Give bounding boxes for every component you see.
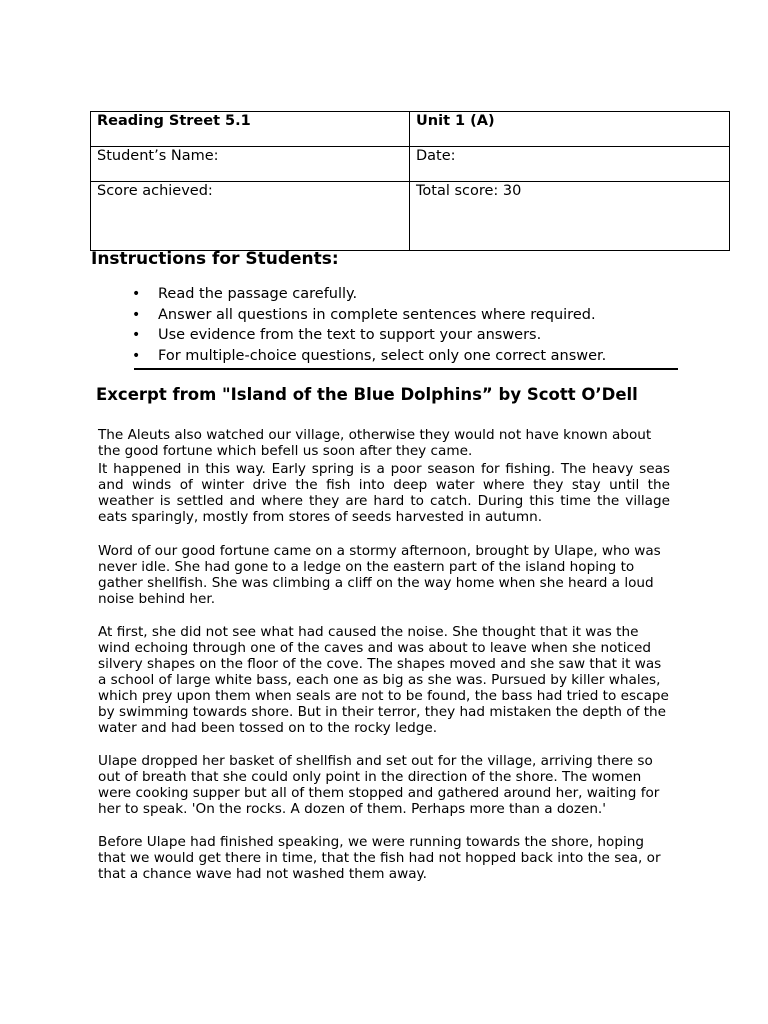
passage-title: Excerpt from "Island of the Blue Dolphins” by Scott O’Dell — [96, 385, 638, 404]
header-row-name-date — [91, 147, 730, 182]
passage-paragraph: It happened in this way. Early spring is a poor season for fishing. The heavy seas and winds of winter drive the fish into deep water where they stay until the weather is settled and where they are hard to catch. During this time the village eats sparingly, mostly from stores of seeds harvested in autumn. — [98, 461, 670, 525]
instructions-list — [130, 284, 606, 367]
header-row-score — [91, 182, 730, 251]
instruction-text: Use evidence from the text to support your answers. — [158, 327, 542, 344]
instructions-heading: Instructions for Students: — [91, 249, 339, 269]
bullet-icon: • — [132, 306, 141, 323]
instruction-item — [130, 346, 606, 367]
student-name-field[interactable]: Student’s Name: — [91, 147, 410, 182]
unit-title: Unit 1 (A) — [410, 112, 730, 147]
bullet-icon: • — [132, 348, 141, 365]
bullet-icon: • — [132, 286, 141, 302]
date-field[interactable]: Date: — [410, 147, 730, 182]
instruction-text: For multiple-choice questions, select only one correct answer. — [158, 348, 607, 365]
instruction-text: Answer all questions in complete sentences where required. — [158, 306, 596, 323]
total-score-label: Total score: 30 — [410, 182, 730, 251]
passage-paragraph: The Aleuts also watched our village, otherwise they would not have known about the good fortune which befell us soon after they came. — [98, 427, 652, 459]
score-achieved-field[interactable]: Score achieved: — [91, 182, 410, 251]
course-title: Reading Street 5.1 — [91, 112, 410, 147]
bullet-icon: • — [132, 327, 141, 344]
passage-body — [98, 427, 670, 882]
section-divider — [134, 368, 678, 370]
worksheet-header-table — [90, 111, 730, 251]
passage-paragraph: Word of our good fortune came on a stormy afternoon, brought by Ulape, who was never idle. She had gone to a ledge on the eastern part of the island hoping to gather shellfish. She was climbing a cliff on the way home when she heard a loud noise behind her. — [98, 543, 661, 607]
instruction-item — [130, 284, 606, 305]
passage-paragraph: Ulape dropped her basket of shellfish and set out for the village, arriving there so out of breath that she could only point in the direction of the shore. The women were cooking supper but all of them stopped and gathered around her, waiting for her to speak. 'On the rocks. A dozen of them. Perhaps more than a dozen.' — [98, 753, 660, 817]
passage-paragraph: Before Ulape had finished speaking, we were running towards the shore, hoping that we would get there in time, that the fish had not hopped back into the sea, or that a chance wave had not washed them away. — [98, 834, 661, 882]
instruction-text: Read the passage carefully. — [158, 286, 358, 302]
instruction-item — [130, 305, 606, 326]
header-row-course — [91, 112, 730, 147]
passage-paragraph: At first, she did not see what had caused the noise. She thought that it was the wind echoing through one of the caves and was about to leave when she noticed silvery shapes on the floor of the cove. The shapes moved and she saw that it was a school of large white bass, each one as big as she was. Pursued by killer whales, which prey upon them when seals are not to be found, the bass had tried to escape by swimming towards shore. But in their terror, they had mistaken the depth of the water and had been tossed on to the rocky ledge. — [98, 624, 669, 736]
instruction-item — [130, 325, 606, 346]
